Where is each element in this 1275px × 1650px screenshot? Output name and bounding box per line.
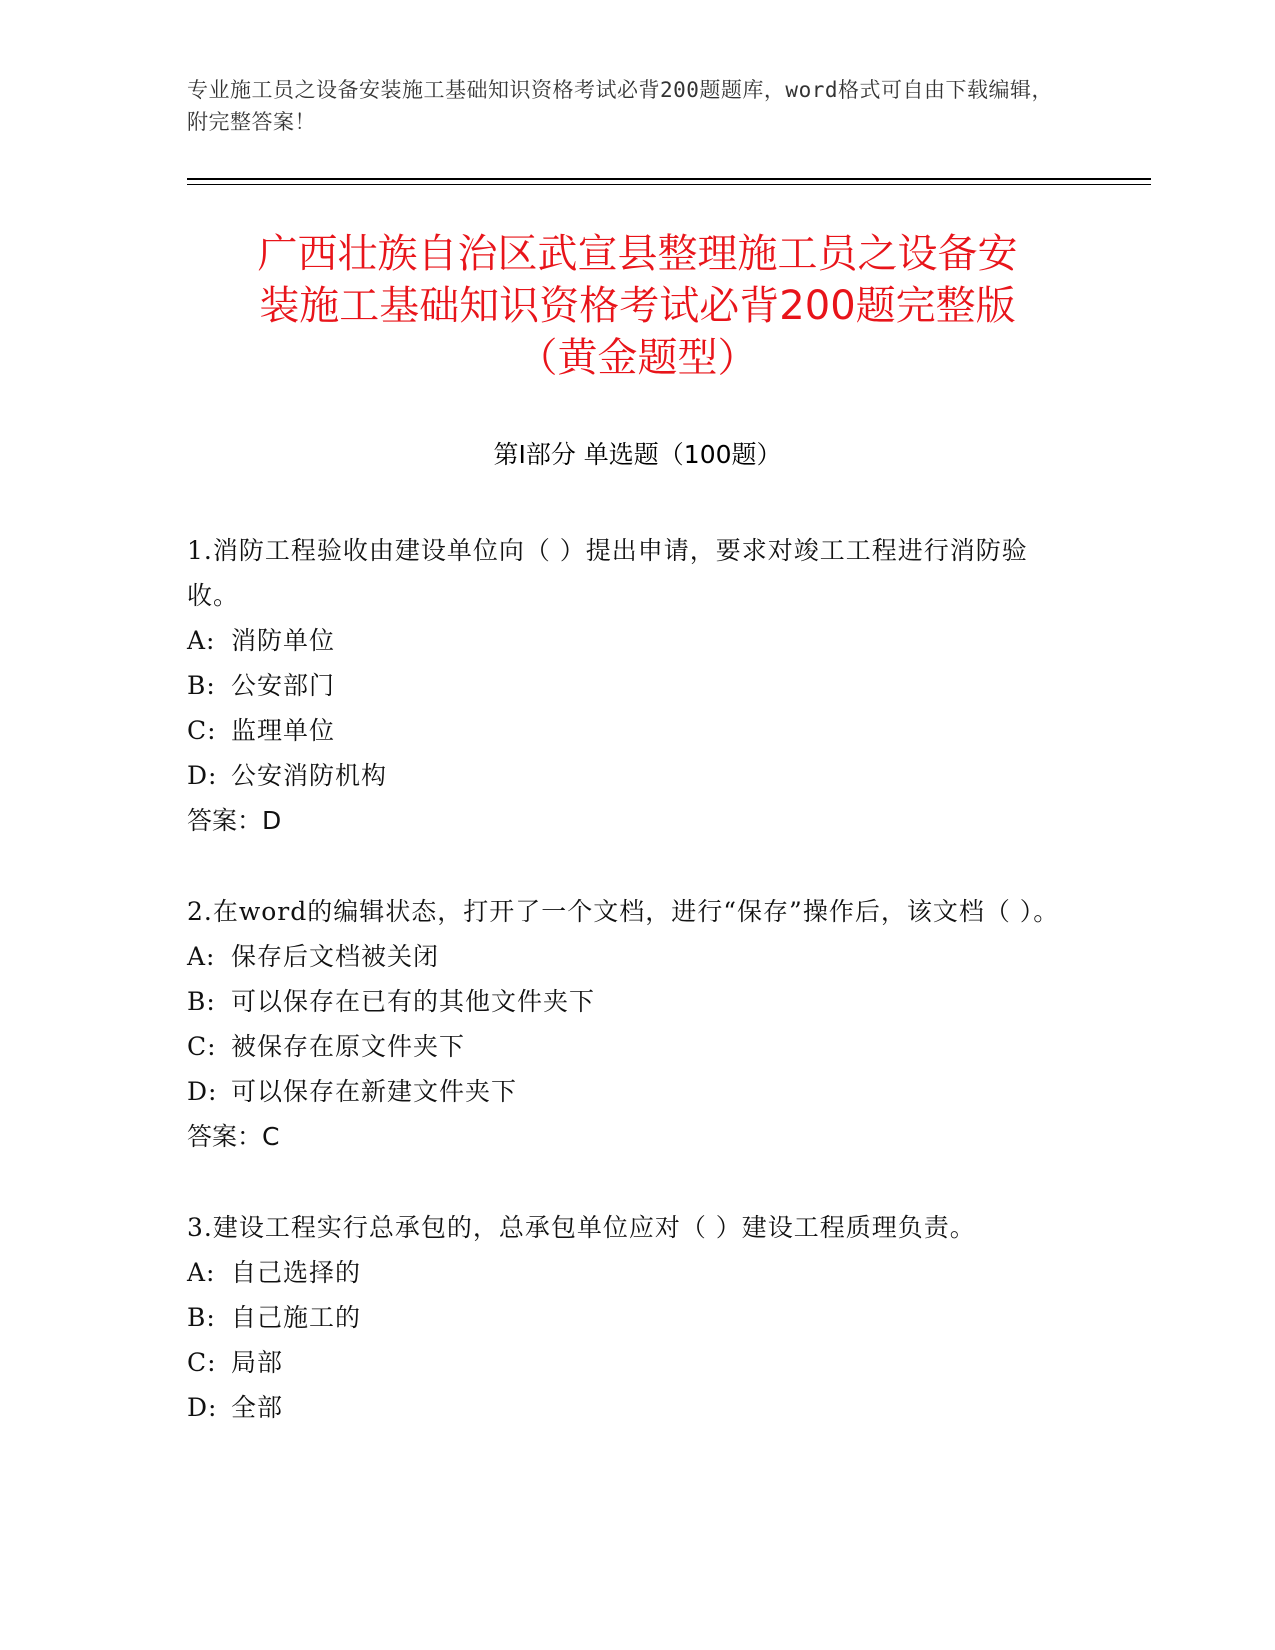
- option-key: C:: [187, 1032, 217, 1061]
- title-line-3: （黄金题型）: [517, 335, 758, 381]
- question-1: [187, 528, 1077, 843]
- option-c: [187, 1024, 1077, 1069]
- answer-line: 答案：C: [187, 1122, 280, 1151]
- option-key: D:: [187, 1393, 218, 1422]
- option-text: 全部: [231, 1393, 284, 1422]
- option-text: 被保存在原文件夹下: [231, 1032, 466, 1061]
- option-text: 可以保存在已有的其他文件夹下: [231, 987, 596, 1016]
- title-line-1: 广西壮族自治区武宣县整理施工员之设备安: [257, 231, 1018, 277]
- option-c: [187, 1340, 1077, 1385]
- option-c: [187, 708, 1077, 753]
- option-key: D:: [187, 1077, 218, 1106]
- option-b: [187, 663, 1077, 708]
- option-key: C:: [187, 716, 217, 745]
- header-rule-thick: [187, 178, 1151, 180]
- option-d: [187, 753, 1077, 798]
- answer-line: 答案：D: [187, 806, 282, 835]
- option-b: [187, 979, 1077, 1024]
- question-stem: 2.在word的编辑状态，打开了一个文档，进行“保存”操作后，该文档（ ）。: [187, 897, 1060, 926]
- option-key: B:: [187, 987, 216, 1016]
- option-text: 自己施工的: [231, 1303, 362, 1332]
- option-key: B:: [187, 671, 216, 700]
- option-d: [187, 1069, 1077, 1114]
- option-d: [187, 1385, 1077, 1430]
- option-key: C:: [187, 1348, 217, 1377]
- header-note: 专业施工员之设备安装施工基础知识资格考试必背200题题库，word格式可自由下载编辑，附完整答案！: [187, 78, 1053, 134]
- option-text: 局部: [231, 1348, 284, 1377]
- question-list: [187, 528, 1077, 1476]
- option-text: 公安消防机构: [231, 761, 388, 790]
- question-stem: 3.建设工程实行总承包的，总承包单位应对（ ）建设工程质理负责。: [187, 1213, 976, 1242]
- question-3: [187, 1205, 1077, 1430]
- option-text: 可以保存在新建文件夹下: [231, 1077, 518, 1106]
- title-line-2: 装施工基础知识资格考试必背200题完整版: [259, 283, 1016, 329]
- option-text: 消防单位: [231, 626, 336, 655]
- option-a: [187, 934, 1077, 979]
- question-2: [187, 889, 1077, 1159]
- option-key: A:: [187, 942, 216, 971]
- option-a: [187, 1250, 1077, 1295]
- option-key: B:: [187, 1303, 216, 1332]
- option-b: [187, 1295, 1077, 1340]
- option-key: D:: [187, 761, 218, 790]
- option-text: 公安部门: [231, 671, 336, 700]
- option-a: [187, 618, 1077, 663]
- option-text: 保存后文档被关闭: [231, 942, 440, 971]
- option-key: A:: [187, 626, 216, 655]
- document-title: [120, 228, 1155, 384]
- header-rule-thin: [187, 184, 1151, 185]
- option-text: 监理单位: [231, 716, 336, 745]
- option-text: 自己选择的: [231, 1258, 362, 1287]
- option-key: A:: [187, 1258, 216, 1287]
- section-title: 第Ⅰ部分 单选题（100题）: [493, 440, 782, 469]
- question-stem: 1.消防工程验收由建设单位向（ ）提出申请，要求对竣工工程进行消防验收。: [187, 536, 1028, 610]
